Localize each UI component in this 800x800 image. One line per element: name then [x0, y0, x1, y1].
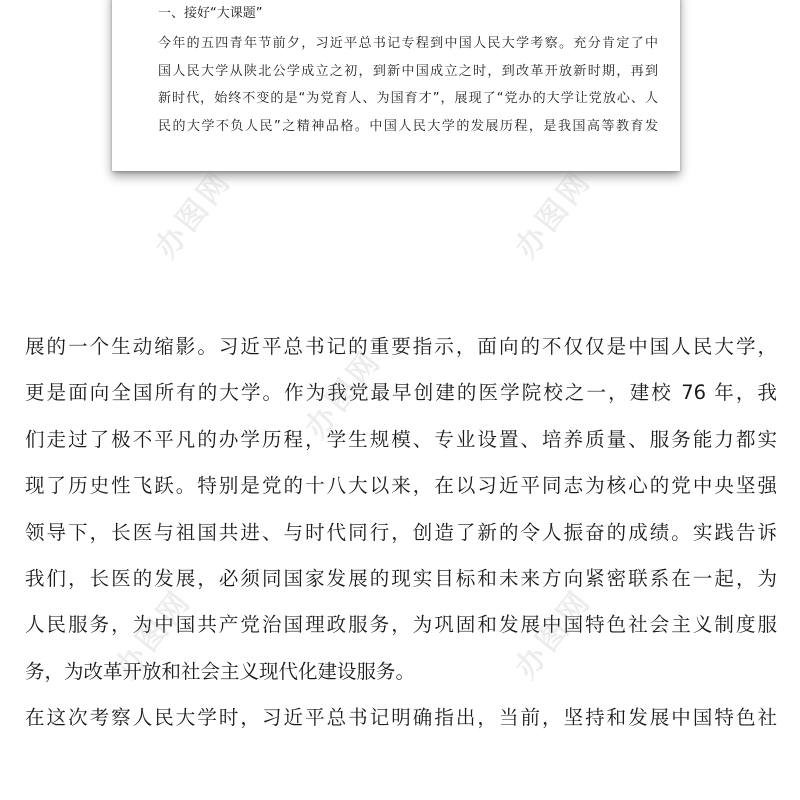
body-line: 现了历史性飞跃。特别是党的十八大以来，在以习近平同志为核心的党中央坚强 — [25, 474, 777, 498]
watermark: 办图网 — [508, 583, 599, 686]
preview-line: 民的大学不负人民”之精神品格。中国人民大学的发展历程，是我国高等教育发 — [158, 118, 658, 134]
watermark: 办图网 — [148, 163, 239, 266]
body-line: 人民服务，为中国共产党治国理政服务，为巩固和发展中国特色社会主义制度服 — [25, 613, 777, 637]
preview-line: 新时代，始终不变的是“为党育人、为国育才”，展现了“党办的大学让党放心、人 — [158, 91, 658, 107]
watermark: 办图网 — [508, 163, 599, 266]
section-heading: 一、接好“大课题” — [158, 6, 263, 21]
preview-paragraph — [158, 30, 658, 140]
body-line: 们走过了极不平凡的办学历程，学生规模、专业设置、培养质量、服务能力都实 — [25, 427, 777, 451]
preview-line: 今年的五四青年节前夕，习近平总书记专程到中国人民大学考察。充分肯定了中 — [158, 36, 658, 51]
body-paragraph — [25, 324, 777, 730]
watermark: 办图网 — [298, 343, 389, 446]
body-line: 领导下，长医与祖国共进、与时代同行，创造了新的令人振奋的成绩。实践告诉 — [25, 520, 777, 544]
body-line: 我们，长医的发展，必须同国家发展的现实目标和未来方向紧密联系在一起，为 — [25, 567, 777, 591]
document-preview-card — [112, 0, 680, 171]
body-line: 务，为改革开放和社会主义现代化建设服务。 — [25, 659, 416, 683]
preview-line: 国人民大学从陕北公学成立之初，到新中国成立之时，到改革开放新时期，再到 — [158, 63, 658, 79]
watermark: 办图网 — [108, 583, 199, 686]
body-line-partial: 在这次考察人民大学时，习近平总书记明确指出，当前，坚持和发展中国特色社 — [25, 706, 777, 730]
body-line: 更是面向全国所有的大学。作为我党最早创建的医学院校之一，建校 76 年，我 — [25, 381, 777, 405]
body-line: 展的一个生动缩影。习近平总书记的重要指示，面向的不仅仅是中国人民大学， — [25, 335, 777, 358]
